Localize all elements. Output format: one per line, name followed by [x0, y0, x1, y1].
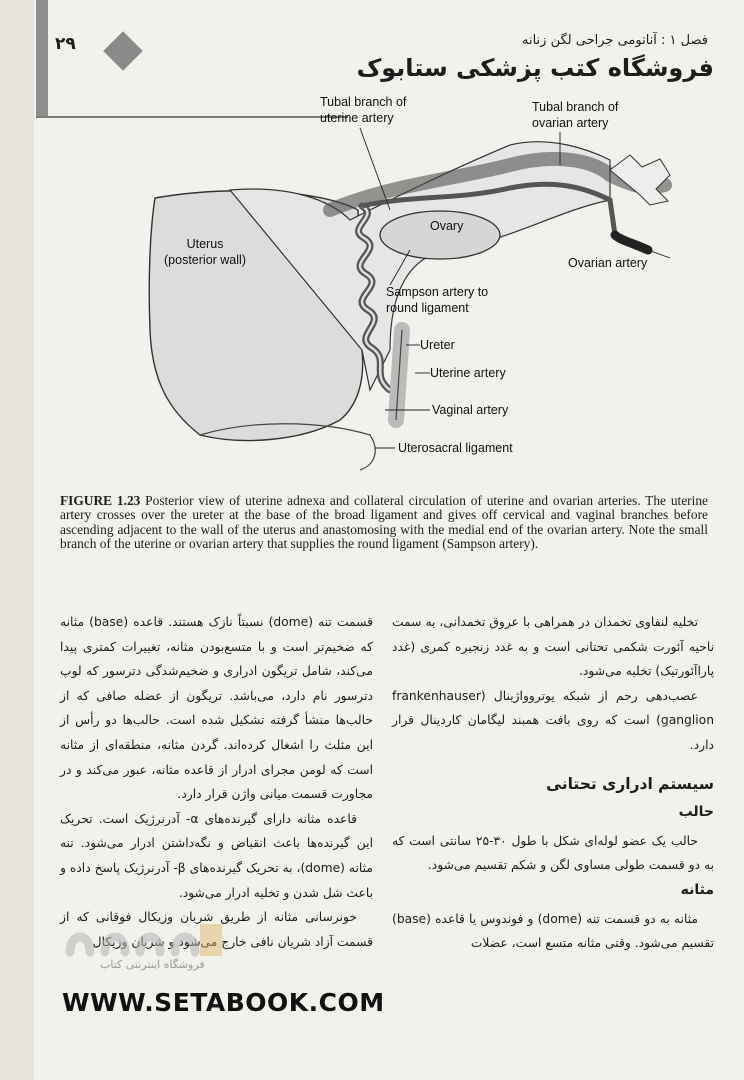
website-url: WWW.SETABOOK.COM: [62, 988, 385, 1017]
chapter-title: فصل ۱ : آناتومی جراحی لگن زنانه: [522, 33, 708, 48]
subheading-ureter: حالب: [678, 804, 714, 821]
label-tubal-uterine: Tubal branch of: [320, 95, 407, 109]
paragraph: قسمت تنه (dome) نسبتاً نازک هستند. قاعده (base) مثانه که ضخیم‌تر است و با متسع‌بودن مثانه، تغییرات کمتری پیدا می‌کند، شامل تریگون ادراری و ضخیم‌شدگی دترسور که لوپ دترسور نام دارد، می‌باشد. تریگون از عضله صافی که از حالب‌ها منشأ گرفته تشکیل شده است. حالب‌ها دو رأس از این مثلث را اشغال کرده‌اند. گردن مثانه، منطقه‌ای از مثانه است که لومن مجرای ادرار از قاعده مثانه، عبور می‌کند و در مجاورت قسمت میانی واژن قرار دارد.: [60, 615, 373, 802]
watermark-text: فروشگاه اینترنتی کتاب: [100, 958, 205, 971]
page-number: ۲۹: [55, 34, 76, 54]
store-name: فروشگاه کتب پزشکی ستابوک: [356, 54, 714, 82]
label-tubal-ovarian: Tubal branch of: [532, 100, 619, 114]
label-ureter: Ureter: [420, 338, 455, 352]
label-ovary: Ovary: [430, 219, 464, 233]
right-column: [392, 610, 714, 956]
label-sampson-2: round ligament: [386, 301, 469, 315]
paragraph: قاعده مثانه دارای گیرنده‌های α- آدرنرژیک است. تحریک این گیرنده‌ها باعث انقباض و نگه‌داشتن ادرار می‌شود. تنه مثانه (dome)، به تحریک گیرنده‌های β- آدرنرژیک پاسخ داده و باعث شل شدن و تخلیه ادرار می‌شود.: [60, 811, 373, 900]
label-uterus-2: (posterior wall): [164, 253, 246, 267]
label-vaginal-artery: Vaginal artery: [432, 403, 509, 417]
left-column: [60, 610, 373, 954]
paragraph: خونرسانی مثانه از طریق شریان وزیکال فوقانی که از قسمت آزاد شریان نافی خارج می‌شود و شریان وزیکال: [60, 910, 373, 949]
label-tubal-ovarian-2: ovarian artery: [532, 116, 609, 130]
figure-caption: [60, 494, 708, 552]
paragraph: تخلیه لنفاوی تخمدان در همراهی با عروق تخمدانی، به سمت ناحیه آئورت شکمی تحتانی است و به غدد زنجیره کمری (غدد پاراآئورتیک) تخلیه می‌شود.: [392, 615, 714, 679]
paragraph: حالب یک عضو لوله‌ای شکل با طول ۳۰-۲۵ سانتی است که به دو قسمت طولی مساوی لگن و شکم تقسیم می‌شود.: [392, 833, 714, 873]
label-uterine-artery: Uterine artery: [430, 366, 506, 380]
anatomy-figure: [90, 90, 690, 490]
label-ovarian-artery: Ovarian artery: [568, 256, 648, 270]
label-sampson: Sampson artery to: [386, 285, 489, 299]
margin-bar: [36, 0, 48, 118]
label-tubal-uterine-2: uterine artery: [320, 111, 394, 125]
diamond-ornament: [103, 31, 143, 71]
caption-label: FIGURE 1.23: [60, 493, 141, 508]
caption-text: Posterior view of uterine adnexa and collateral circulation of uterine and ovarian arteries. The uterine artery crosses over the ureter at the base of the broad ligament and gives off cervical and vaginal branches before ascending adjacent to the wall of the uterus and anastomosing with the medial end of the ovarian artery. Note the small branch of the uterine or ovarian artery that supplies the round ligament (Sampson artery).: [60, 493, 708, 552]
label-uterus: Uterus: [186, 237, 224, 251]
page-edge: [0, 0, 34, 1080]
paragraph: عصب‌دهی رحم از شبکه یوتروواژینال (frankenhauser ganglion) است که روی بافت همبند لیگامان کاردینال قرار دارد.: [392, 688, 714, 752]
ovarian-artery-vessel: [615, 235, 648, 250]
label-uterosacral: Uterosacral ligament: [398, 441, 513, 455]
subheading-bladder: مثانه: [680, 881, 714, 898]
paragraph: مثانه به دو قسمت تنه (dome) و فوندوس یا قاعده (base) تقسیم می‌شود. وقتی مثانه متسع است، عضلات: [392, 911, 714, 951]
section-heading: سیستم ادراری تحتانی: [546, 774, 714, 793]
